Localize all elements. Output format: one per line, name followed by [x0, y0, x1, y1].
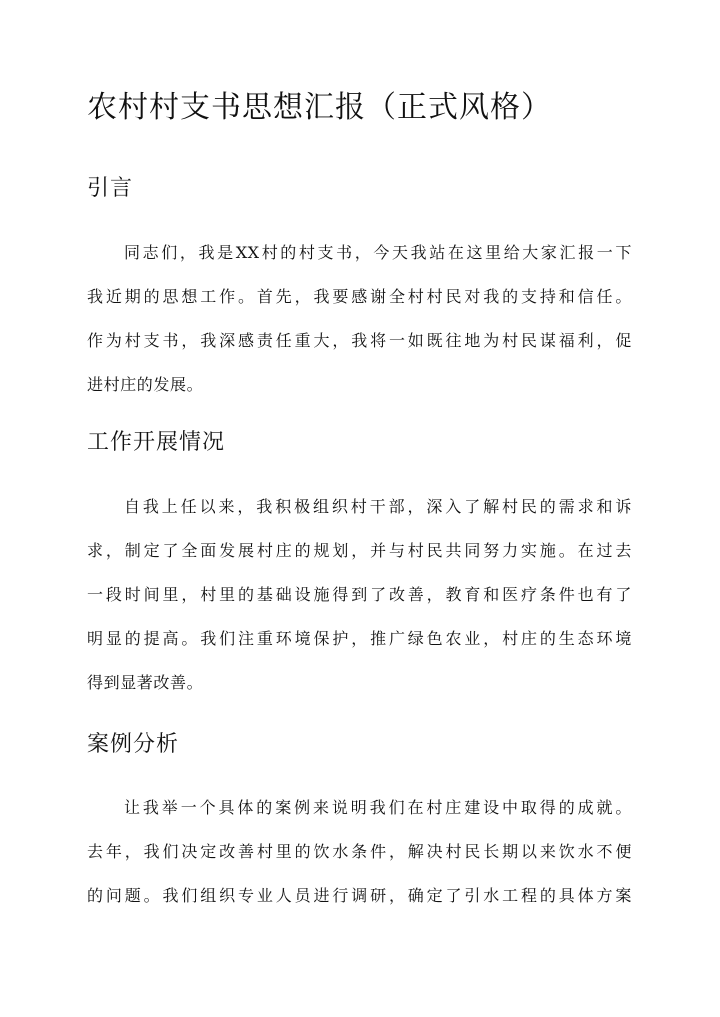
paragraph-line: 进村庄的发展。	[87, 375, 204, 394]
paragraph-case-analysis	[87, 793, 632, 925]
paragraph-line: 明显的提高。我们注重环境保护，推广绿色农业，村庄的生态环境	[87, 629, 632, 648]
section-heading-case-analysis: 案例分析	[87, 732, 180, 757]
document-title: 农村村支书思想汇报（正式风格）	[87, 90, 552, 125]
paragraph-line: 同志们，我是XX村的村支书，今天我站在这里给大家汇报一下	[124, 243, 632, 262]
paragraph-line: 我近期的思想工作。首先，我要感谢全村村民对我的支持和信任。	[87, 287, 632, 306]
paragraph-line: 让我举一个具体的案例来说明我们在村庄建设中取得的成就。	[124, 798, 632, 817]
paragraph-line: 作为村支书，我深感责任重大，我将一如既往地为村民谋福利，促	[87, 331, 632, 350]
paragraph-line: 自我上任以来，我积极组织村干部，深入了解村民的需求和诉	[124, 497, 632, 516]
paragraph-line: 得到显著改善。	[87, 673, 204, 692]
paragraph-line: 一段时间里，村里的基础设施得到了改善，教育和医疗条件也有了	[87, 585, 632, 604]
section-heading-introduction: 引言	[87, 176, 134, 201]
paragraph-introduction	[87, 238, 632, 414]
paragraph-line: 求，制定了全面发展村庄的规划，并与村民共同努力实施。在过去	[87, 541, 632, 560]
paragraph-line: 去年，我们决定改善村里的饮水条件，解决村民长期以来饮水不便	[87, 842, 632, 861]
section-heading-work-progress: 工作开展情况	[87, 430, 226, 455]
paragraph-line: 的问题。我们组织专业人员进行调研，确定了引水工程的具体方案	[87, 886, 632, 905]
paragraph-work-progress	[87, 492, 632, 712]
